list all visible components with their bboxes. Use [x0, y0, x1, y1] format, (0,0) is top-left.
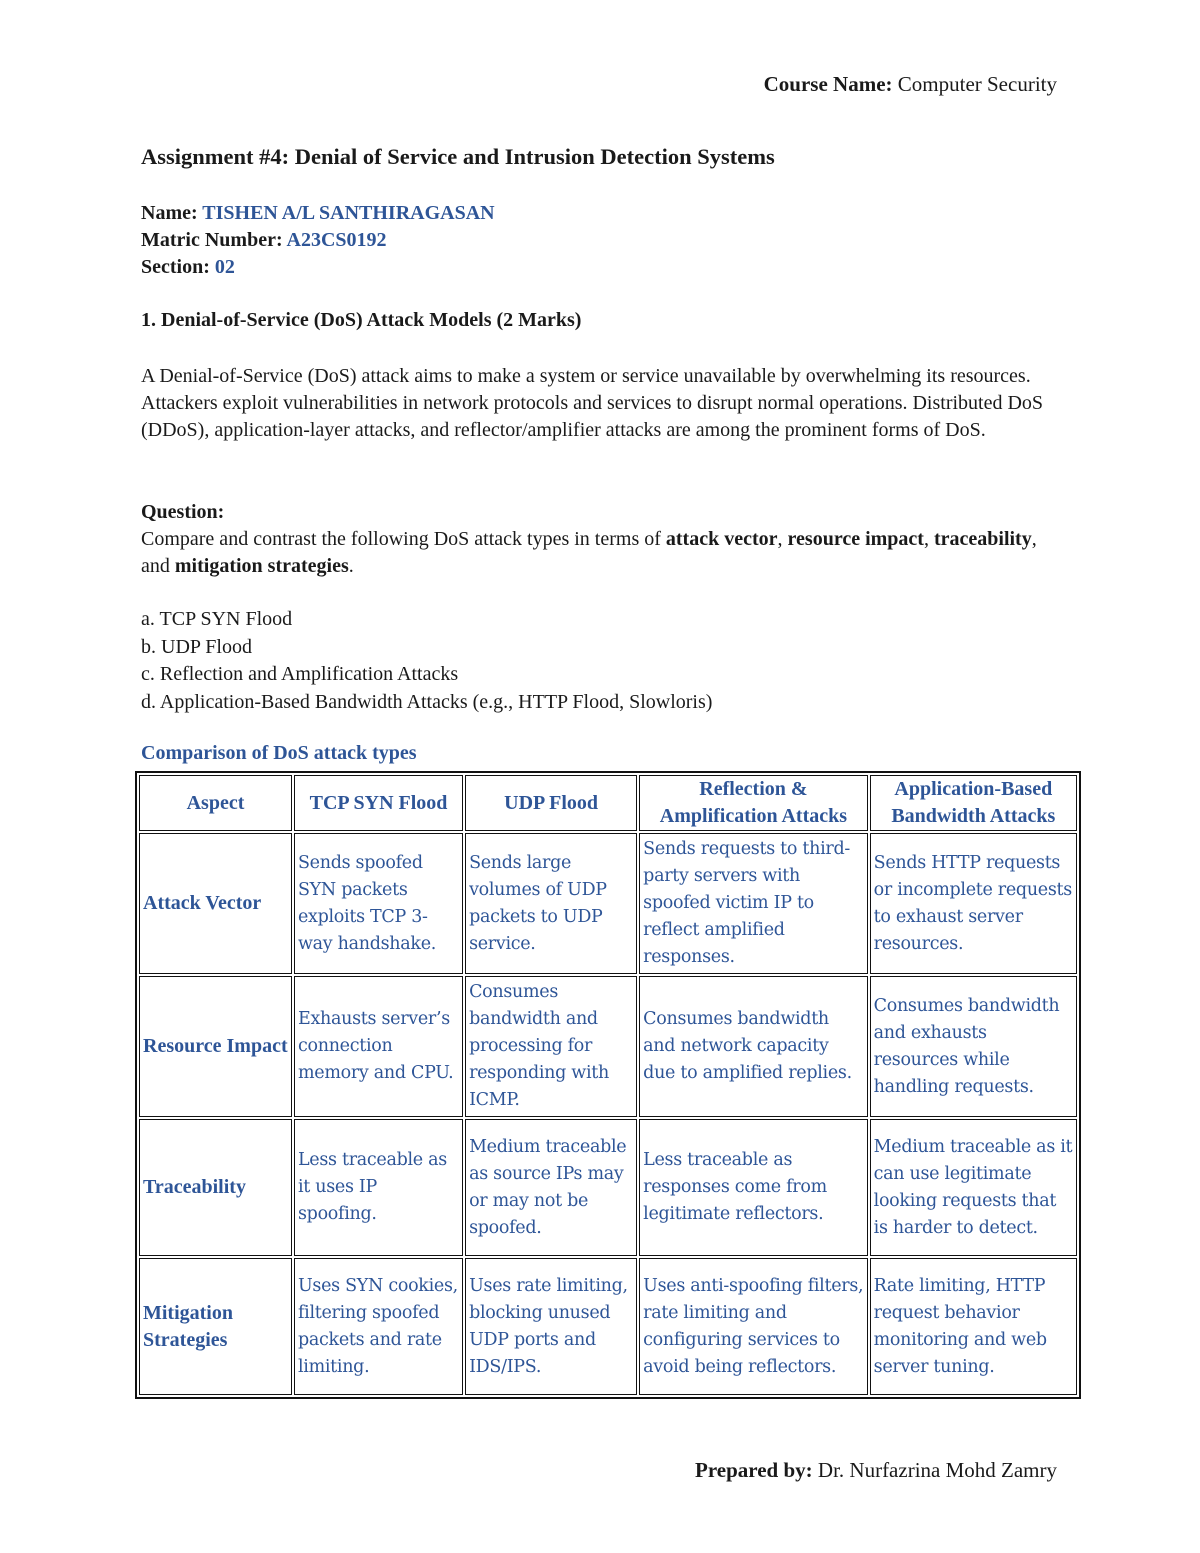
- table-cell: Consumes bandwidth and processing for responding with ICMP.: [465, 976, 637, 1117]
- section-label: Section:: [141, 256, 215, 278]
- intro-text: A Denial-of-Service (DoS) attack aims to make a system or service unavailable by overwhelming its resources. Attackers exploit vulnerabilities in network protocols and services to disrupt normal operations. Distributed DoS (DDoS), application-layer attacks, and reflector/amplifier attacks are among the prominent forms of DoS.: [141, 365, 1044, 441]
- table-header-cell: TCP SYN Flood: [294, 775, 463, 831]
- table-header-row: [139, 775, 1077, 831]
- question-text-part: ,: [923, 528, 934, 550]
- table-cell: Sends large volumes of UDP packets to UDP service.: [465, 833, 637, 974]
- row-aspect-label: Traceability: [139, 1119, 292, 1256]
- question-emphasis: mitigation strategies: [174, 555, 349, 577]
- table-cell: Less traceable as it uses IP spoofing.: [294, 1119, 463, 1256]
- table-cell: Less traceable as responses come from legitimate reflectors.: [639, 1119, 867, 1256]
- table-cell: Uses rate limiting, blocking unused UDP ports and IDS/IPS.: [465, 1258, 637, 1395]
- table-cell: Medium traceable as it can use legitimate looking requests that is harder to detect.: [870, 1119, 1077, 1256]
- comparison-table: [135, 771, 1081, 1399]
- prepared-by-label: Prepared by:: [695, 1458, 813, 1482]
- prepared-by-footer: [695, 1458, 1057, 1483]
- question-text-part: .: [348, 555, 354, 577]
- list-item: c. Reflection and Amplification Attacks: [141, 663, 459, 685]
- row-aspect-label: Mitigation Strategies: [139, 1258, 292, 1395]
- table-cell: Consumes bandwidth and exhausts resources while handling requests.: [870, 976, 1077, 1117]
- table-cell: Uses anti-spoofing filters, rate limiting and configuring services to avoid being reflectors.: [639, 1258, 867, 1395]
- course-name-label: Course Name:: [763, 72, 893, 96]
- matric-number-value: A23CS0192: [286, 229, 387, 251]
- list-item: b. UDP Flood: [141, 635, 252, 658]
- table-header-cell: Aspect: [139, 775, 292, 831]
- intro-paragraph: [141, 363, 1061, 444]
- table-row: [139, 976, 1077, 1117]
- table-header-cell: UDP Flood: [465, 775, 637, 831]
- table-cell: Rate limiting, HTTP request behavior monitoring and web server tuning.: [870, 1258, 1077, 1395]
- table-cell: Uses SYN cookies, filtering spoofed packets and rate limiting.: [294, 1258, 463, 1395]
- table-row: [139, 1258, 1077, 1395]
- question-text-part: , and: [141, 528, 1037, 577]
- row-aspect-label: Resource Impact: [139, 976, 292, 1117]
- question-emphasis: attack vector: [665, 528, 778, 550]
- assignment-title: Assignment #4: Denial of Service and Intrusion Detection Systems: [141, 144, 775, 169]
- section-row: [141, 254, 495, 281]
- question-label: Question:: [141, 501, 225, 523]
- matric-number-row: [141, 227, 495, 254]
- table-header-cell: Reflection & Amplification Attacks: [639, 775, 867, 831]
- table-row: [139, 1119, 1077, 1256]
- table-header-cell: Application-Based Bandwidth Attacks: [870, 775, 1077, 831]
- list-item: a. TCP SYN Flood: [141, 608, 293, 630]
- table-cell: Medium traceable as source IPs may or may not be spoofed.: [465, 1119, 637, 1256]
- question-text-part: ,: [777, 528, 788, 550]
- section-value: 02: [214, 256, 235, 278]
- table-cell: Sends HTTP requests or incomplete requests to exhaust server resources.: [870, 833, 1077, 974]
- table-cell: Exhausts server’s connection memory and CPU.: [294, 976, 463, 1117]
- matric-number-label: Matric Number:: [141, 229, 287, 251]
- course-name-header: [764, 72, 1057, 97]
- student-info: [141, 200, 495, 281]
- student-name-value: TISHEN A/L SANTHIRAGASAN: [202, 202, 495, 224]
- student-name-row: [141, 200, 495, 227]
- question-text: [141, 526, 1061, 580]
- student-name-label: Name:: [141, 202, 203, 224]
- question-heading: 1. Denial-of-Service (DoS) Attack Models (2 Marks): [141, 309, 582, 331]
- table-cell: Sends requests to third-party servers with spoofed victim IP to reflect amplified responses.: [639, 833, 867, 974]
- row-aspect-label: Attack Vector: [139, 833, 292, 974]
- attack-type-list: [141, 606, 712, 716]
- table-cell: Consumes bandwidth and network capacity due to amplified replies.: [639, 976, 867, 1117]
- list-item: d. Application-Based Bandwidth Attacks (e.g., HTTP Flood, Slowloris): [141, 690, 713, 713]
- prepared-by-value: Dr. Nurfazrina Mohd Zamry: [812, 1458, 1057, 1482]
- question-emphasis: traceability: [933, 528, 1032, 550]
- question-text-part: Compare and contrast the following DoS attack types in terms of: [141, 528, 666, 550]
- question-block: [141, 499, 1061, 580]
- table-caption: Comparison of DoS attack types: [141, 742, 417, 764]
- course-name-value: Computer Security: [892, 72, 1057, 96]
- table-cell: Sends spoofed SYN packets exploits TCP 3-way handshake.: [294, 833, 463, 974]
- question-emphasis: resource impact: [787, 528, 924, 550]
- table-row: [139, 833, 1077, 974]
